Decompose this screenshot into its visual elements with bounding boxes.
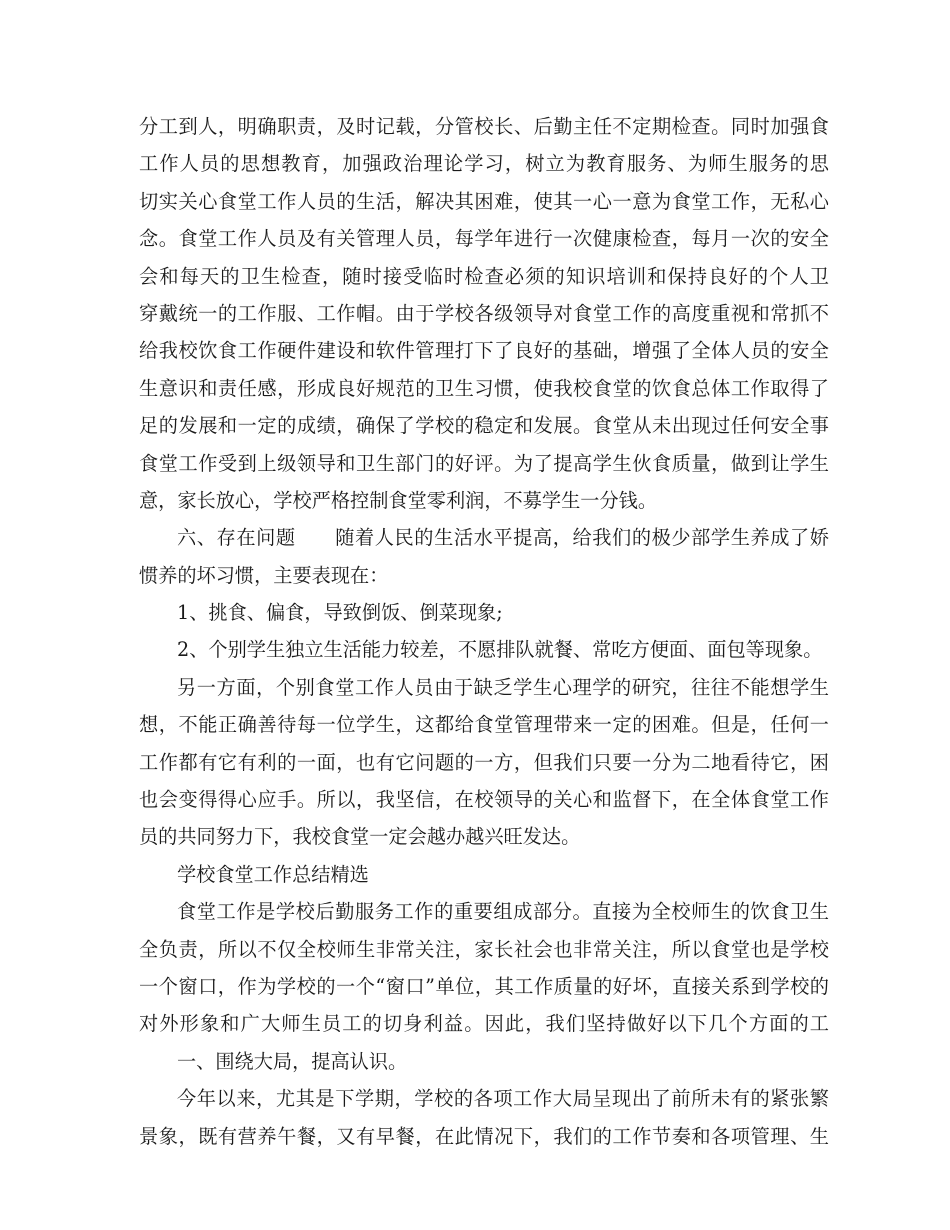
text-line: 也会变得得心应手。所以，我坚信，在校领导的关心和监督下，在全体食堂工作 <box>139 788 829 812</box>
text-line: 工作都有它有利的一面，也有它问题的一方，但我们只要一分为二地看待它，困 <box>139 750 829 774</box>
text-line: 分工到人，明确职责，及时记载，分管校长、后勤主任不定期检查。同时加强食 <box>139 115 829 138</box>
text-line: 全负责，所以不仅全校师生非常关注，家长社会也非常关注，所以食堂也是学校 <box>139 937 829 961</box>
text-line: 意，家长放心，学校严格控制食堂零利润，不募学生一分钱。 <box>139 488 658 512</box>
document-body <box>139 108 829 1155</box>
text-line: 生意识和责任感，形成良好规范的卫生习惯，使我校食堂的饮食总体工作取得了 <box>139 376 829 400</box>
text-line: 另一方面，个别食堂工作人员由于缺乏学生心理学的研究，往往不能想学生 <box>177 675 829 699</box>
text-line: 一、围绕大局，提高认识。 <box>177 1049 408 1073</box>
text-line: 念。食堂工作人员及有关管理人员，每学年进行一次健康检查，每月一次的安全 <box>139 227 829 251</box>
text-line: 工作人员的思想教育，加强政治理论学习，树立为教育服务、为师生服务的思 <box>139 152 829 176</box>
text-line: 今年以来，尤其是下学期，学校的各项工作大局呈现出了前所未有的紧张繁 <box>177 1087 829 1111</box>
text-line: 一个窗口，作为学校的一个“窗口”单位，其工作质量的好坏，直接关系到学校的 <box>139 974 829 998</box>
text-line: 惯养的坏习惯，主要表现在： <box>139 563 389 587</box>
text-line: 食堂工作受到上级领导和卫生部门的好评。为了提高学生伙食质量，做到让学生 <box>139 451 829 475</box>
text-line: 穿戴统一的工作服、工作帽。由于学校各级领导对食堂工作的高度重视和常抓不 <box>139 301 829 325</box>
text-line: 足的发展和一定的成绩，确保了学校的稳定和发展。食堂从未出现过任何安全事 <box>139 414 829 438</box>
text-line: 1、挑食、偏食，导致倒饭、倒菜现象; <box>177 601 503 625</box>
text-line: 景象，既有营养午餐，又有早餐，在此情况下，我们的工作节奏和各项管理、生 <box>139 1124 829 1148</box>
text-line: 对外形象和广大师生员工的切身利益。因此，我们坚持做好以下几个方面的工 <box>139 1012 829 1036</box>
text-line: 2、个别学生独立生活能力较差，不愿排队就餐、常吃方便面、面包等现象。 <box>177 638 823 662</box>
text-line: 给我校饮食工作硬件建设和软件管理打下了良好的基础，增强了全体人员的安全 <box>139 339 829 363</box>
text-line: 会和每天的卫生检查，随时接受临时检查必须的知识培训和保持良好的个人卫 <box>139 264 829 288</box>
text-line: 学校食堂工作总结精选 <box>177 862 369 886</box>
text-line: 六、存在问题 随着人民的生活水平提高，给我们的极少部学生养成了娇 <box>177 526 829 550</box>
text-line: 食堂工作是学校后勤服务工作的重要组成部分。直接为全校师生的饮食卫生 <box>177 900 829 924</box>
text-line: 员的共同努力下，我校食堂一定会越办越兴旺发达。 <box>139 825 581 849</box>
text-line: 想，不能正确善待每一位学生，这都给食堂管理带来一定的困难。但是，任何一 <box>139 713 829 737</box>
text-line: 切实关心食堂工作人员的生活，解决其困难，使其一心一意为食堂工作，无私心 <box>139 189 829 213</box>
